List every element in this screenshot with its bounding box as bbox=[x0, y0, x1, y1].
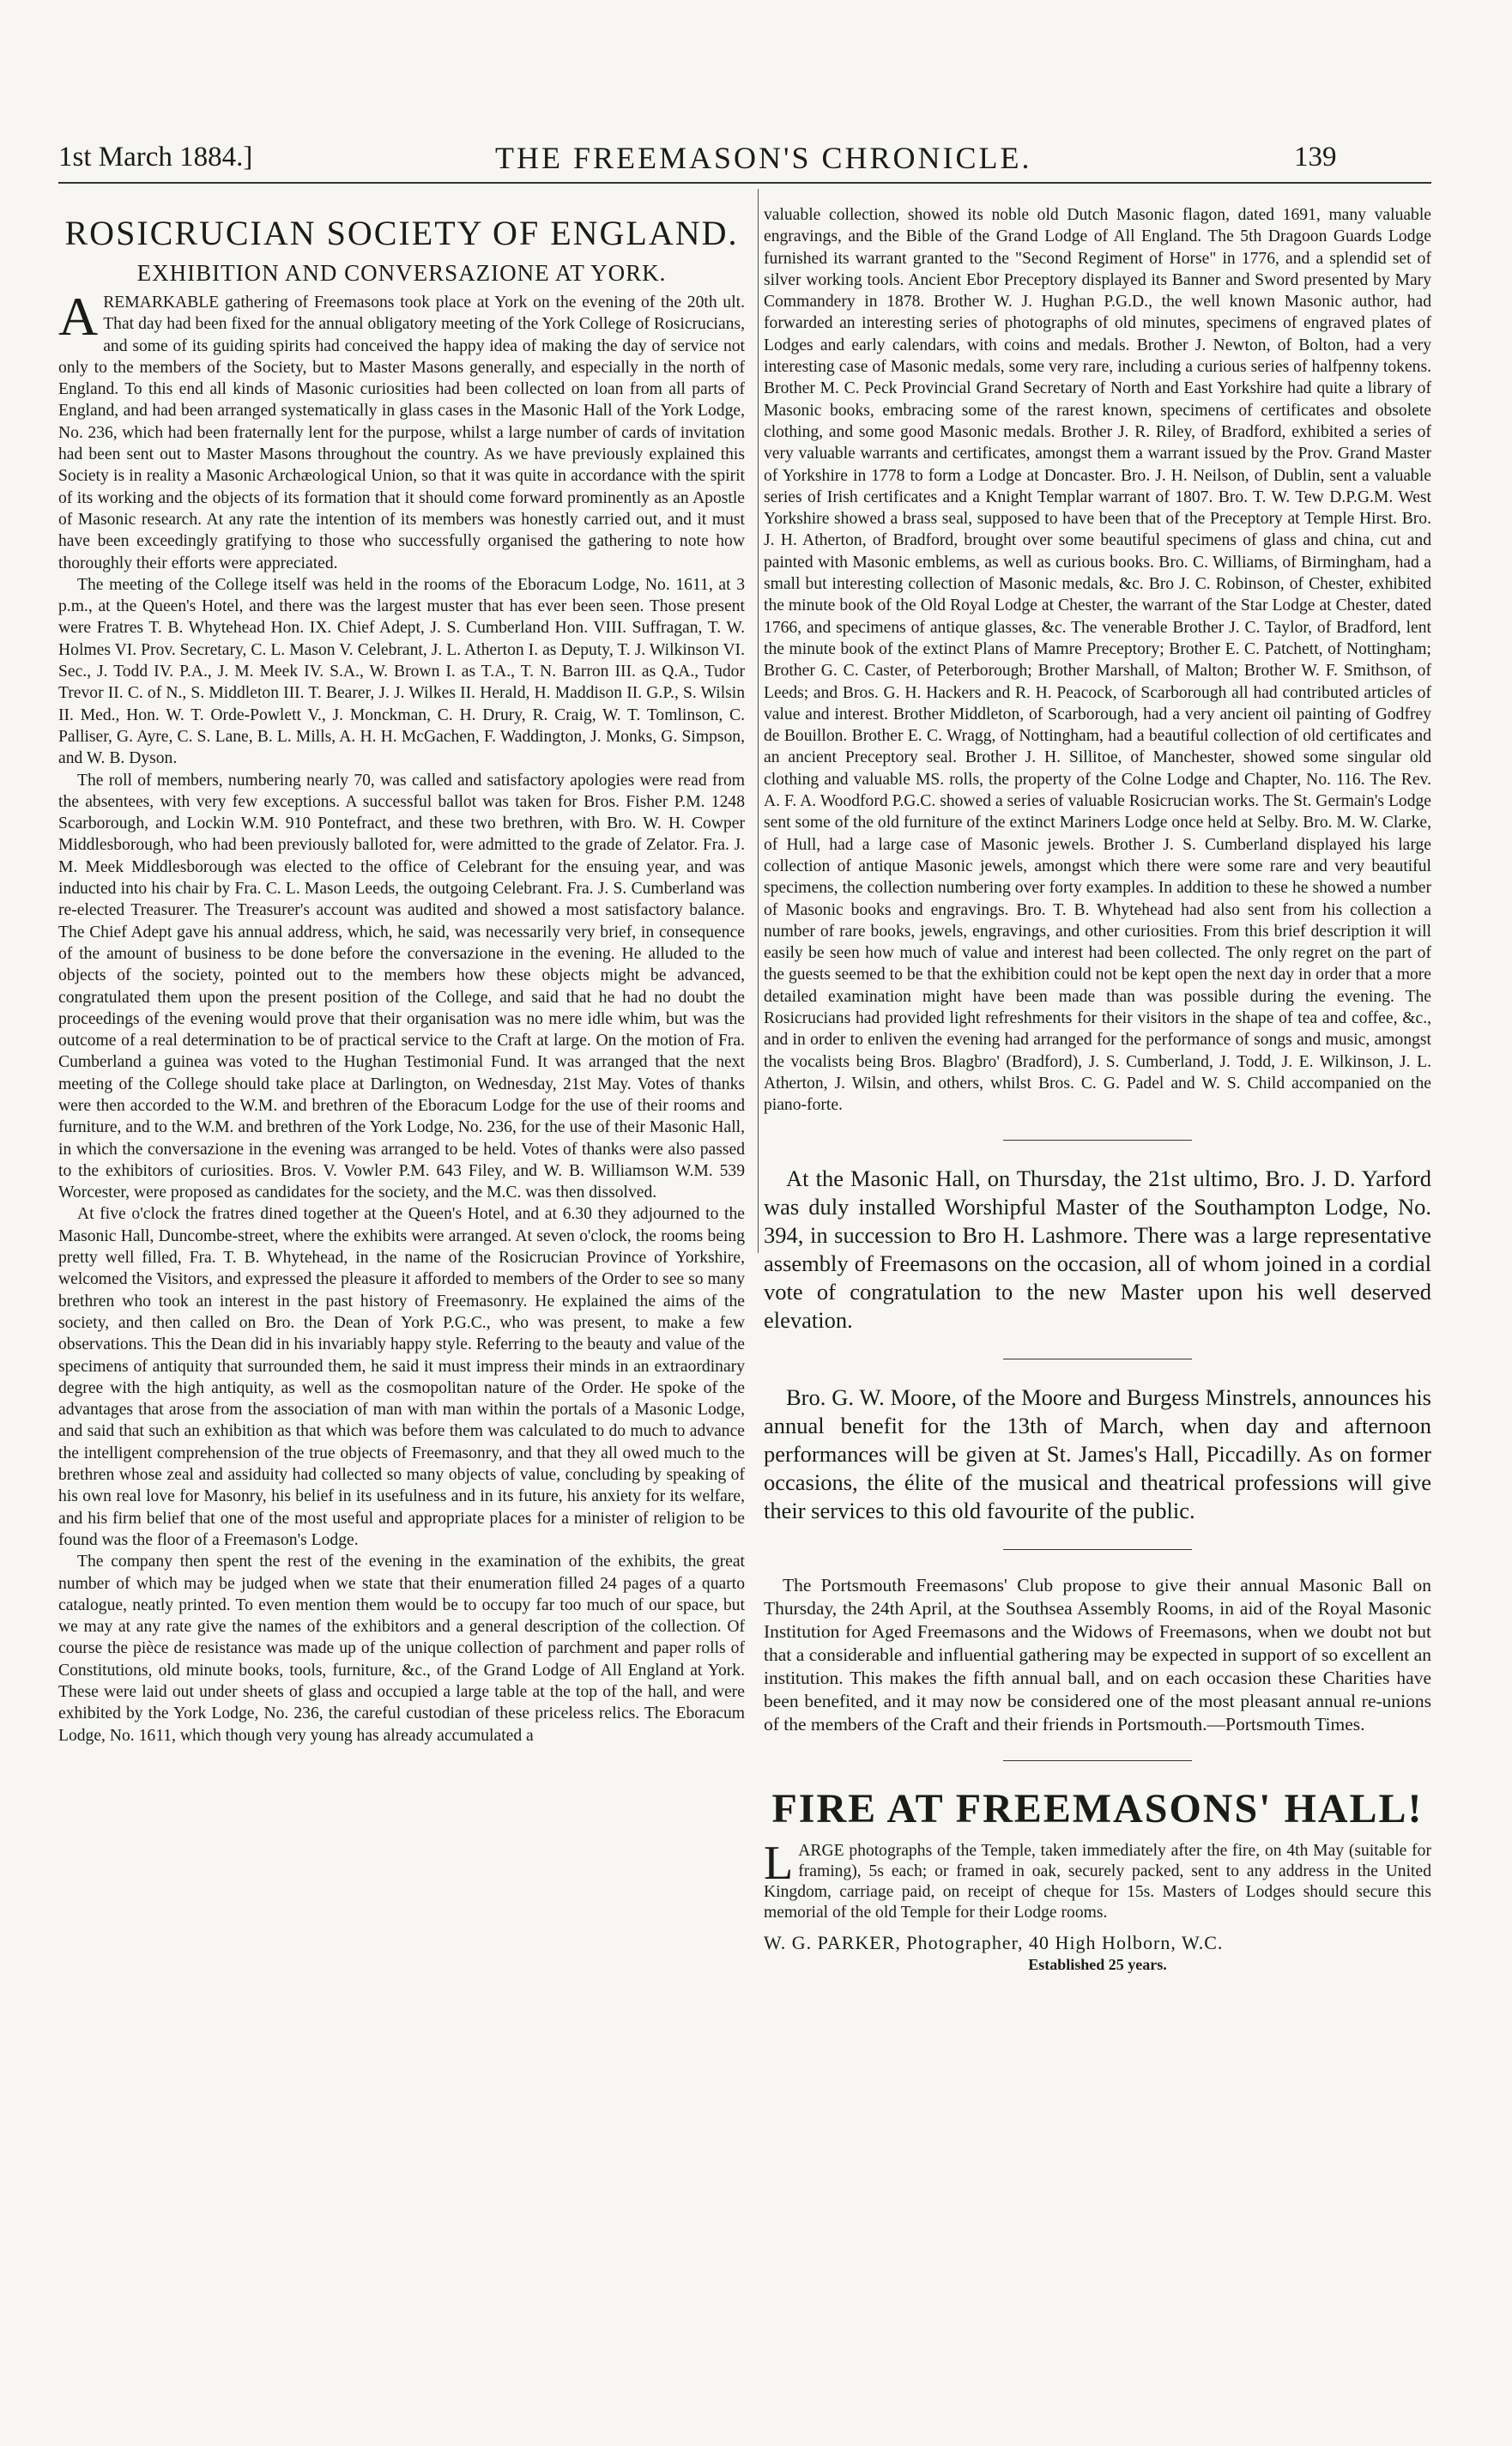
publication-title: THE FREEMASON'S CHRONICLE. bbox=[495, 141, 1032, 175]
established-line: Established 25 years. bbox=[1028, 1956, 1167, 1974]
article-paragraph: The meeting of the College itself was held in the rooms of the Eboracum Lodge, No. 1611, at 3 p.m., at the Queen's Hotel, and there was the largest muster that has ever been seen. Those present were Fratres T. B. Whytehead Hon. IX. Chief Adept, J. S. Cumberland Hon. VIII. Suffragan, T. W. Holmes VI. Prov. Secretary, C. L. Mason V. Celebrant, J. L. Atherton I. as Deputy, T. J. Wilkinson VI. Sec., J. Todd IV. P.A., J. M. Meek IV. S.A., W. Brown I. as T.A., T. N. Barron III. as Q.A., Tudor Trevor II. C. of N., S. Middleton III. T. Bearer, J. J. Wilkes II. Herald, H. Maddison II. G.P., S. Wilsin II. Med., Hon. W. T. Orde-Powlett V., J. Monckman, C. H. Drury, R. Craig, W. T. Tomlinson, C. Palliser, G. Ayre, C. S. Lane, B. L. Mills, A. H. H. McGachen, F. Waddington, J. Monks, G. Simpson, and W. B. Dyson. bbox=[58, 575, 745, 768]
left-column bbox=[58, 204, 745, 2401]
article-subtitle: EXHIBITION AND CONVERSAZIONE AT YORK. bbox=[136, 260, 667, 286]
right-column bbox=[764, 204, 1431, 2401]
article-title: ROSICRUCIAN SOCIETY OF ENGLAND. bbox=[64, 214, 739, 252]
portsmouth-notice: The Portsmouth Freemasons' Club propose to give their annual Masonic Ball on Thursday, the 24th April, at the Southsea Assembly Rooms, in aid of the Royal Masonic Institution for Aged Freemasons and the Widows of Freemasons, when we doubt not but that a considerable and influential gathering may be expected in support of so excellent an institution. This makes the fifth annual ball, and on each occasion these Charities have been benefited, and it may now be considered one of the most pleasant annual re-unions of the members of the Craft and their friends in Portsmouth.—Portsmouth Times. bbox=[764, 1575, 1431, 1735]
article-continuation: valuable collection, showed its noble old Dutch Masonic flagon, dated 1691, many valuable engravings, and the Bible of the Grand Lodge of All England. The 5th Dragoon Guards Lodge furnished its warrant granted to the "Second Regiment of Horse" in 1776, and a splendid set of silver working tools. Ancient Ebor Preceptory displayed its Banner and Sword presented by Mary Commandery in 1878. Brother W. J. Hughan P.G.D., the well known Masonic author, had forwarded an interesting series of photographs of old minutes, specimens of engraved plates of Lodges and early calendars, with coins and medals. Brother J. Newton, of Bolton, had a very interesting case of Masonic medals, some very rare, including a curious series of halfpenny tokens. Brother M. C. Peck Provincial Grand Secretary of North and East Yorkshire had quite a library of Masonic books, embracing some of the rarest known, specimens of certificates and obsolete clothing, and some good Masonic medals. Brother J. R. Riley, of Bradford, exhibited a series of very valuable warrants and certificates, amongst them a warrant issued by the Prov. Grand Master of Yorkshire in 1778 to form a Lodge at Doncaster. Bro. J. H. Neilson, of Dublin, sent a valuable series of Irish certificates and a Knight Templar warrant of 1807. Bro. T. W. Tew D.P.G.M. West Yorkshire showed a brass seal, supposed to have been that of the Preceptory at Temple Hirst. Bro. J. H. Atherton, of Bradford, brought over some beautiful specimens of glass and china, cut and painted with Masonic emblems, as well as curious books. Bro. C. Williams, of Birmingham, had a small but interesting collection of Masonic medals, &c. Bro J. C. Robinson, of Chester, exhibited the minute book of the Old Royal Lodge at Chester, the warrant of the Star Lodge at Chester, dated 1766, and specimens of antique glasses, &c. The venerable Brother J. C. Taylor, of Bradford, lent the minute book of the extinct Plans of Mamre Preceptory; Brother E. C. Patchett, of Nottingham; Brother G. C. Caster, of Peterborough; Brother Marshall, of Malton; Brother W. F. Smithson, of Leeds; and Bros. G. H. Hackers and R. H. Peacock, of Scarborough all had contributed articles of value and interest. Brother Middleton, of Scarborough, had a very ancient oil painting of Godfrey de Bouillon. Brother E. C. Wragg, of Nottingham, had a beautiful collection of old certificates and an ancient Preceptory seal. Brother J. H. Sillitoe, of Manchester, showed some singular old clothing and valuable MS. rolls, the property of the Colne Lodge and Chapter, No. 116. The Rev. A. F. A. Woodford P.G.C. showed a series of valuable Rosicrucian works. The St. Germain's Lodge sent some of the old furniture of the extinct Mariners Lodge once held at Selby. Bro. M. W. Clarke, of Hull, had a large case of Masonic jewels. Brother J. S. Cumberland displayed his large collection of antique Masonic jewels, amongst which there were some rare and very beautiful specimens, the collection numbering over forty examples. In addition to these he showed a number of Masonic books and engravings. Bro. T. B. Whytehead had also sent from his collection a number of rare books, jewels, engravings, and other curiosities. From this brief description it will easily be seen how much of value and interest had been collected. The only regret on the part of the guests seemed to be that the exhibition could not be kept open the next day in order that a more detailed examination might have been made than was possible during the evening. The Rosicrucians had provided light refreshments for their visitors in the shape of tea and coffee, &c., and in order to enliven the evening had arranged for the performance of songs and music, amongst the vocalists being Bros. Blagbro' (Bradford), J. S. Cumberland, J. Todd, J. E. Wilkinson, J. L. Atherton, J. Wilsin, and others, whilst Bros. C. G. Padel and W. S. Child accompanied on the piano-forte. bbox=[764, 206, 1431, 1115]
article-paragraph: The roll of members, numbering nearly 70, was called and satisfactory apologies were read from the absentees, with very few exceptions. A successful ballot was taken for Bros. Fisher P.M. 1248 Scarborough, and Lockin W.M. 910 Pontefract, and these two brethren, with Bro. W. H. Cowper Middlesborough, who had been previously balloted for, were admitted to the grade of Zelator. Fra. J. M. Meek Middlesborough was elected to the office of Celebrant for the ensuing year, and was inducted into his chair by Fra. C. L. Mason Leeds, the outgoing Celebrant. Fra. J. S. Cumberland was re-elected Treasurer. The Treasurer's account was audited and showed a most satisfactory balance. The Chief Adept gave his annual address, which, he said, was necessarily very brief, in consequence of the amount of business to be done before the conversazione in the evening. He alluded to the objects of the society, pointed out to the members how these objects might be advanced, congratulated them upon the present position of the College, and said that he had no doubt the proceedings of the evening would prove that their organisation was no mere idle whim, but was the outcome of a real determination to be of practical service to the Craft at large. On the motion of Fra. Cumberland a guinea was voted to the Hughan Testimonial Fund. It was arranged that the next meeting of the College should take place at Darlington, on Wednesday, 21st May. Votes of thanks were then accorded to the W.M. and brethren of the Eboracum Lodge for the use of their rooms and furniture, and to the W.M. and brethren of the York Lodge, No. 236, for the use of their Masonic Hall, in which the conversazione in the evening was arranged to be held. Votes of thanks were also passed to the exhibitors of curiosities. Bros. V. Vowler P.M. 643 Filey, and W. B. Williamson W.M. 539 Worcester, were proposed as candidates for the society, and the M.C. was then dissolved. bbox=[58, 771, 745, 1202]
drop-cap: L bbox=[764, 1837, 794, 1891]
header-rule bbox=[58, 182, 1431, 184]
article-paragraph: The company then spent the rest of the evening in the examination of the exhibits, the great number of which may be judged when we state that their enumeration filled 24 pages of a quarto catalogue, neatly printed. To even mention them would be to occupy far too much of our space, but we may at any rate give the names of the exhibitors and a general description of the collection. Of course the pièce de resistance was made up of the unique collection of parchment and paper rolls of Constitutions, old minute books, tools, furniture, &c., of the Grand Lodge of All England at York. These were laid out under sheets of glass and occupied a large table at the top of the hall, and were exhibited by the York Lodge, No. 236, the careful custodian of these priceless relics. The Eboracum Lodge, No. 1611, which though very young has already accumulated a bbox=[58, 1553, 745, 1745]
photographer-line: W. G. PARKER, Photographer, 40 High Holborn, W.C. bbox=[764, 1932, 1224, 1954]
separator-rule bbox=[1003, 1140, 1192, 1141]
issue-date: 1st March 1884.] bbox=[58, 142, 253, 173]
advertisement-title: FIRE AT FREEMASONS' HALL! bbox=[771, 1786, 1424, 1832]
article-paragraph: AREMARKABLE gathering of Freemasons took place at York on the evening of the 20th ult. That day had been fixed for the annual obligatory meeting of the York College of Rosicrucians, and some of its guiding spirits had conceived the happy idea of making the day of service not only to the members of the Society, but to Master Masons generally, and especially in the north of England. To this end all kinds of Masonic curiosities had been collected on loan from all parts of England, and had been arranged systematically in glass cases in the Masonic Hall of the York Lodge, No. 236, which had been fraternally lent for the purpose, whilst a large number of cards of invitation had been sent out to Master Masons throughout the country. As we have previously explained this Society is in reality a Masonic Archæological Union, so that it was quite in accordance with the spirit of its working and the objects of its formation that it should come forward prominently as an Apostle of Masonic research. At any rate the intention of its members was honestly carried out, and it must have been exceedingly gratifying to those who successfully organised the gathering to note how thoroughly their efforts were appreciated. bbox=[58, 286, 745, 572]
page-number: 139 bbox=[1294, 142, 1337, 173]
moore-notice: Bro. G. W. Moore, of the Moore and Burgess Minstrels, announces his annual benefit for the 13th of March, when day and afternoon performances will be given at St. James's Hall, Piccadilly. As on former occasions, the élite of the musical and theatrical professions will give their services to this old favourite of the public. bbox=[764, 1384, 1431, 1524]
separator-rule bbox=[1003, 1760, 1192, 1761]
article-paragraph: At five o'clock the fratres dined together at the Queen's Hotel, and at 6.30 they adjourned to the Masonic Hall, Duncombe-street, where the exhibits were arranged. At seven o'clock, the rooms being pretty well filled, Fra. T. B. Whytehead, in the name of the Rosicrucian Province of Yorkshire, welcomed the Visitors, and expressed the pleasure it afforded to members of the Order to see so many brethren who took an interest in the past history of Freemasonry. He explained the aims of the society, and then called on Bro. the Dean of York P.G.C., who was present, to make a few observations. This the Dean did in his invariably happy style. Referring to the beauty and value of the specimens of antiquity that surrounded them, he said it must impress their minds in an extraordinary degree with the high antiquity, as well as the cosmopolitan nature of the Order. He spoke of the advantages that arose from the association of man with man within the portals of a Masonic Lodge, and said that such an exhibition as that which was before them was calculated to do much to advance the intelligent comprehension of the true objects of Freemasonry, and that they all owed much to the brethren whose zeal and assiduity had collected so many objects of value, concluding by speaking of his own real love for Masonry, his belief in its usefulness and in its future, his anxiety for its welfare, and his firm belief that one of the most useful and appropriate places for a minister of religion to be found was the floor of a Freemason's Lodge. bbox=[58, 1205, 745, 1549]
yarford-notice: At the Masonic Hall, on Thursday, the 21st ultimo, Bro. J. D. Yarford was duly installed Worshipful Master of the Southampton Lodge, No. 394, in succession to Bro H. Lashmore. There was a large representative assembly of Freemasons on the occasion, all of whom joined in a cordial vote of congratulation to the new Master upon his well deserved elevation. bbox=[764, 1165, 1431, 1334]
separator-rule bbox=[1003, 1549, 1192, 1550]
page-header bbox=[0, 0, 1512, 197]
drop-cap: A bbox=[58, 286, 99, 347]
column-divider bbox=[758, 189, 759, 1253]
advertisement-text: LARGE photographs of the Temple, taken immediately after the fire, on 4th May (suitable for framing), 5s each; or framed in oak, securely packed, sent to any address in the United Kingdom, carriage paid, on receipt of cheque for 15s. Masters of Lodges should secure this memorial of the old Temple for their Lodge rooms. bbox=[764, 1837, 1431, 1922]
